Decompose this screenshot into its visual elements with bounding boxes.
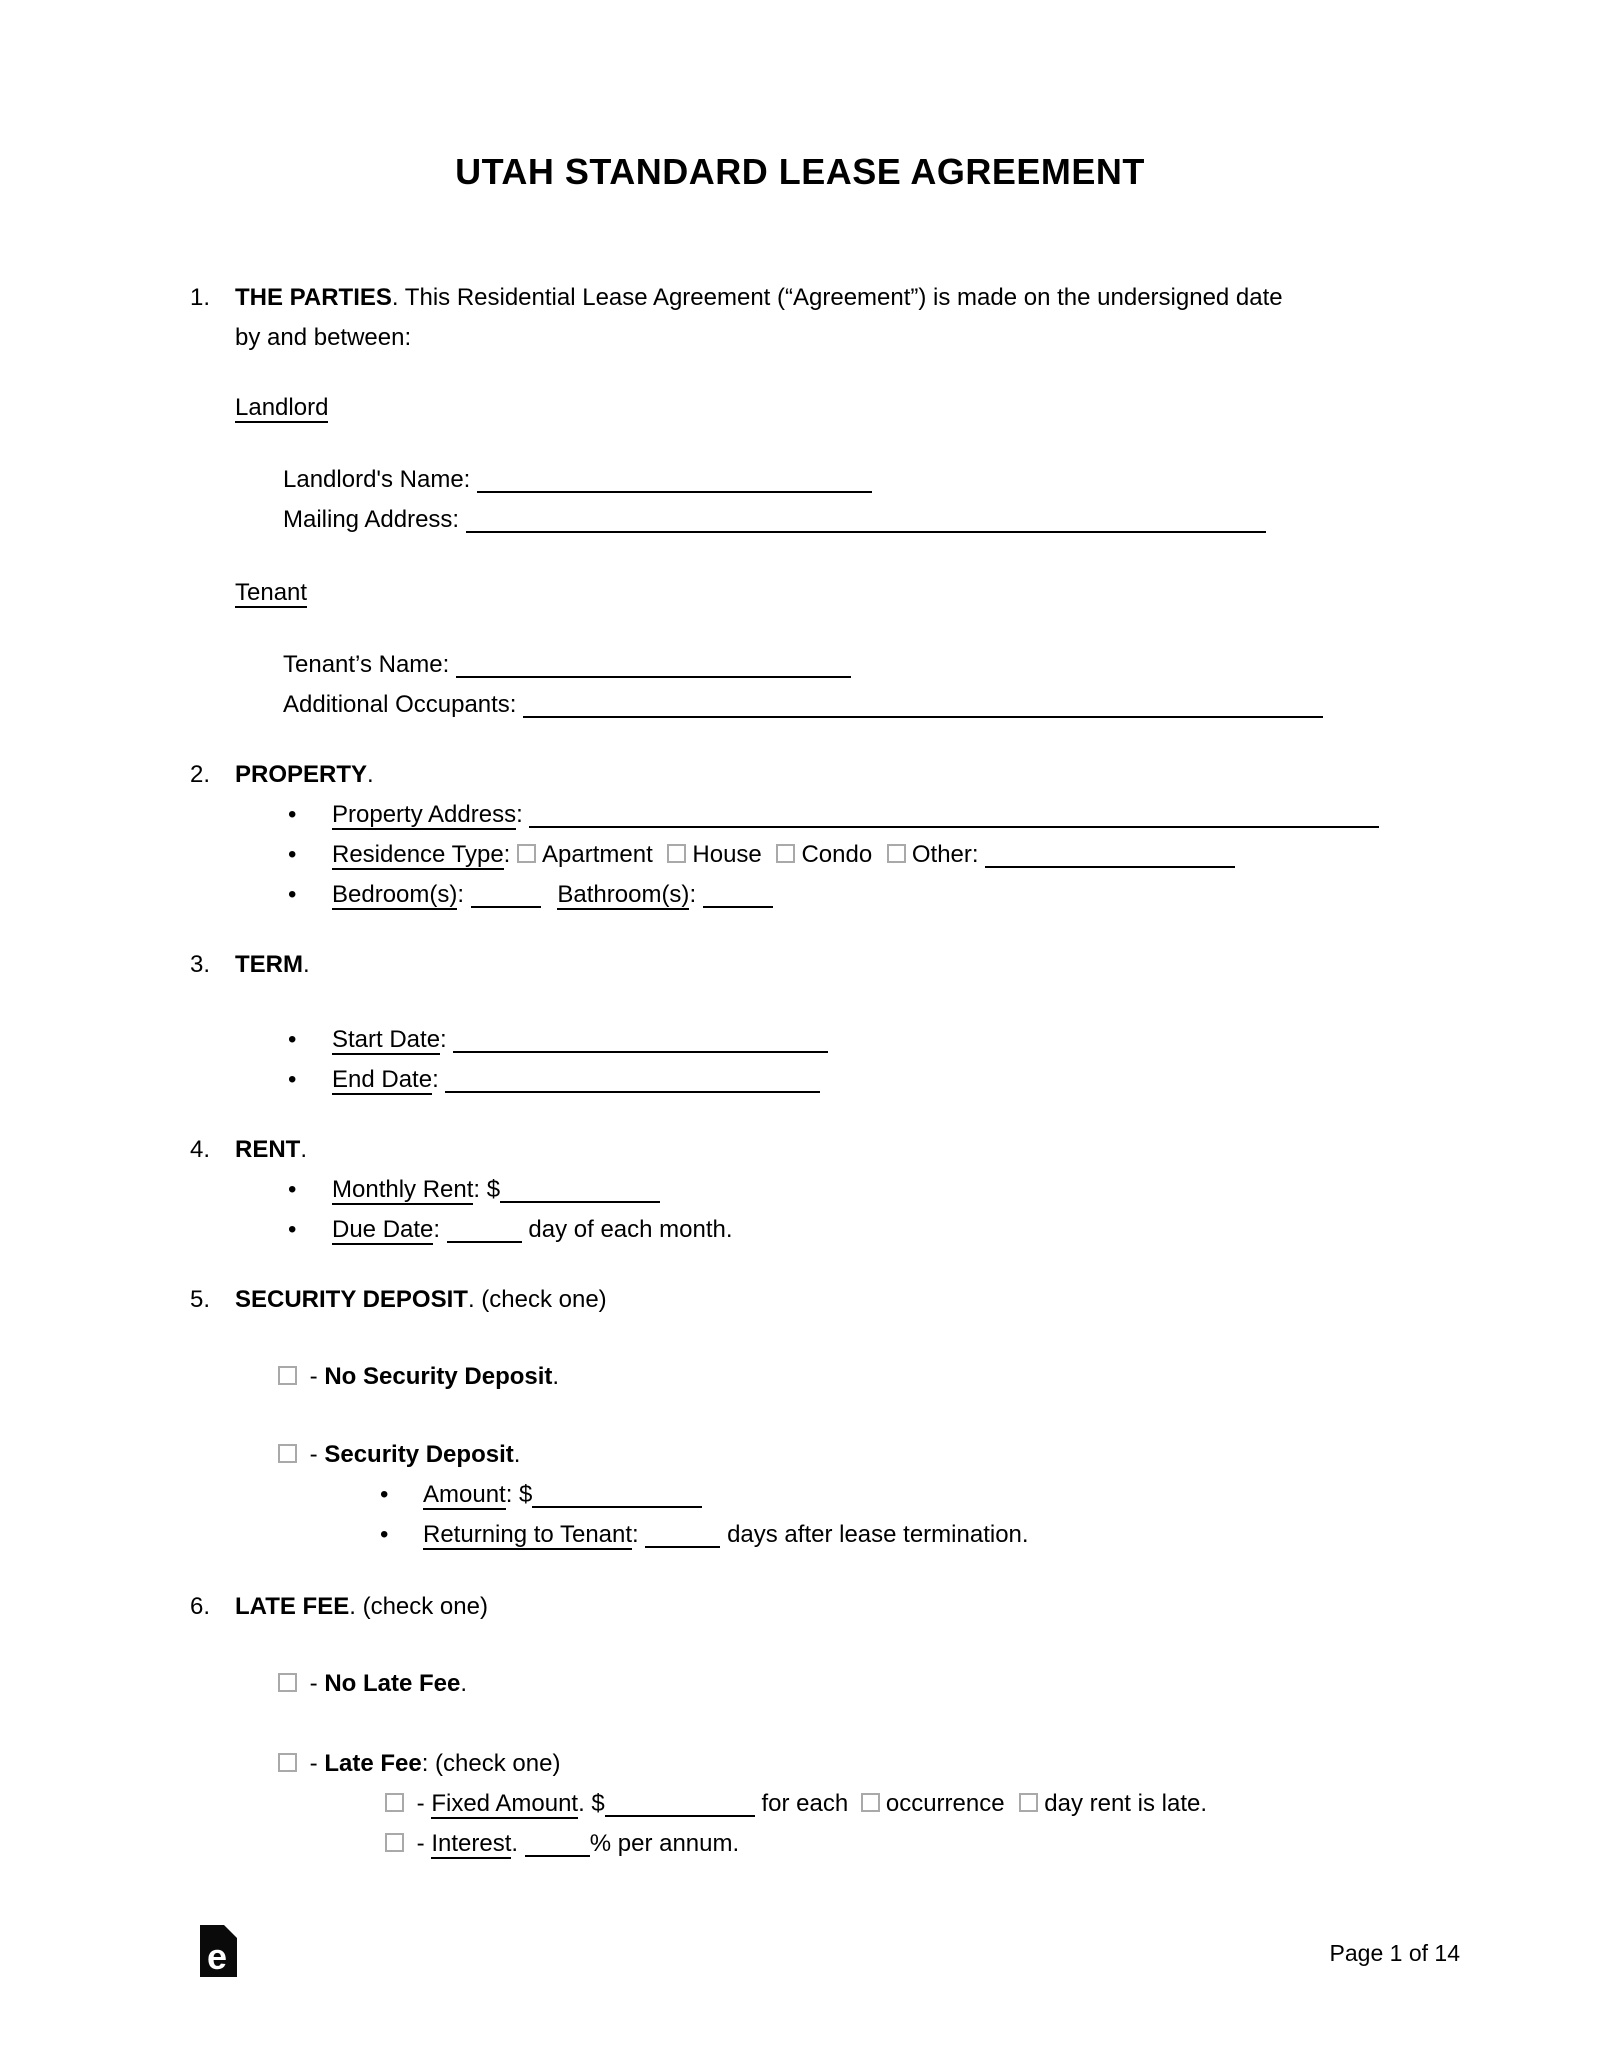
apartment-label: Apartment: [542, 841, 653, 868]
other-blank[interactable]: [985, 842, 1235, 868]
interest-option: - Interest. % per annum.: [190, 1824, 1450, 1864]
no-security-deposit-option: - No Security Deposit.: [190, 1357, 1450, 1397]
interest-rate-blank[interactable]: [525, 1831, 590, 1857]
additional-occupants-label: Additional Occupants:: [283, 691, 517, 718]
residence-type-line: • Residence Type: Apartment House Condo Other:: [190, 835, 1450, 875]
checkbox-day-rent-late[interactable]: [1019, 1793, 1038, 1812]
bullet-icon: •: [288, 1026, 297, 1053]
returning-days-blank[interactable]: [645, 1522, 720, 1548]
occurrence-label: occurrence: [885, 1790, 1005, 1817]
fixed-amount-blank[interactable]: [605, 1791, 755, 1817]
tenant-fields: [190, 645, 1450, 725]
page-number: Page 1 of 14: [1329, 1940, 1460, 1966]
bullet-icon: •: [288, 841, 297, 868]
checkbox-interest[interactable]: [385, 1833, 404, 1852]
bathrooms-blank[interactable]: [703, 882, 773, 908]
section-parties-body: . This Residential Lease Agreement (“Agreement”) is made on the undersigned date by and between:: [235, 284, 1283, 351]
section-property: 2. PROPERTY.: [190, 755, 1450, 795]
landlord-name-label: Landlord's Name:: [283, 466, 471, 493]
section-number: 6.: [190, 1593, 211, 1620]
returning-to-tenant-label: Returning to Tenant: [423, 1521, 633, 1548]
section-late-fee-heading: LATE FEE: [235, 1593, 350, 1620]
section-number: 3.: [190, 951, 211, 978]
late-fee-rest: : (check one): [421, 1750, 561, 1777]
due-date-suffix: day of each month.: [528, 1216, 733, 1243]
no-late-fee-option: - No Late Fee.: [190, 1664, 1450, 1704]
bullet-icon: •: [288, 1176, 297, 1203]
deposit-amount-line: • Amount: $: [190, 1475, 1450, 1515]
property-address-label: Property Address: [332, 801, 517, 828]
section-security-deposit-heading: SECURITY DEPOSIT: [235, 1286, 468, 1313]
section-parties-heading: THE PARTIES: [235, 284, 392, 311]
eforms-logo-icon: [200, 1925, 237, 1977]
checkbox-late-fee[interactable]: [278, 1753, 297, 1772]
section-late-fee: 6. LATE FEE. (check one): [190, 1587, 1450, 1627]
bullet-icon: •: [380, 1481, 389, 1508]
checkbox-condo[interactable]: [776, 844, 795, 863]
fixed-amount-mid: for each: [761, 1790, 849, 1817]
no-security-deposit-label: No Security Deposit: [324, 1363, 553, 1390]
checkbox-other[interactable]: [887, 844, 906, 863]
section-property-heading: PROPERTY: [235, 761, 368, 788]
due-date-label: Due Date: [332, 1216, 434, 1243]
bullet-icon: •: [288, 1066, 297, 1093]
end-date-blank[interactable]: [445, 1067, 820, 1093]
mailing-address-blank[interactable]: [466, 507, 1266, 533]
monthly-rent-line: • Monthly Rent: $: [190, 1170, 1450, 1210]
section-rent-heading: RENT: [235, 1136, 301, 1163]
bathrooms-label: Bathroom(s): [557, 881, 690, 908]
landlord-subheading: Landlord: [235, 394, 329, 421]
tenant-name-blank[interactable]: [456, 652, 851, 678]
section-number: 5.: [190, 1286, 211, 1313]
property-address-line: • Property Address:: [190, 795, 1450, 835]
day-rent-late-label: day rent is late.: [1044, 1790, 1207, 1817]
bedrooms-blank[interactable]: [471, 882, 541, 908]
mailing-address-label: Mailing Address:: [283, 506, 460, 533]
bullet-icon: •: [288, 1216, 297, 1243]
tenant-name-label: Tenant’s Name:: [283, 651, 450, 678]
additional-occupants-line: [283, 685, 1450, 725]
document-title: UTAH STANDARD LEASE AGREEMENT: [455, 151, 1145, 192]
checkbox-security-deposit[interactable]: [278, 1444, 297, 1463]
start-date-blank[interactable]: [453, 1027, 828, 1053]
late-fee-label: Late Fee: [324, 1750, 422, 1777]
checkbox-fixed-amount[interactable]: [385, 1793, 404, 1812]
section-security-deposit: 5. SECURITY DEPOSIT. (check one): [190, 1280, 1450, 1320]
checkbox-house[interactable]: [667, 844, 686, 863]
section-rent: 4. RENT.: [190, 1130, 1450, 1170]
monthly-rent-blank[interactable]: [500, 1177, 660, 1203]
house-label: House: [692, 841, 762, 868]
bullet-icon: •: [288, 881, 297, 908]
section-parties: [190, 278, 1450, 358]
end-date-line: • End Date:: [190, 1060, 1450, 1100]
section-number: 4.: [190, 1136, 211, 1163]
bedrooms-label: Bedroom(s): [332, 881, 458, 908]
section-number: 1.: [190, 284, 211, 311]
returning-to-tenant-line: • Returning to Tenant: days after lease termination.: [190, 1515, 1450, 1555]
start-date-label: Start Date: [332, 1026, 441, 1053]
bullet-icon: •: [380, 1521, 389, 1548]
returning-suffix: days after lease termination.: [727, 1521, 1029, 1548]
tenant-subheading: Tenant: [235, 579, 308, 606]
no-late-fee-label: No Late Fee: [324, 1670, 461, 1697]
checkbox-occurrence[interactable]: [861, 1793, 880, 1812]
due-date-blank[interactable]: [447, 1217, 522, 1243]
interest-label: Interest: [431, 1830, 512, 1857]
bullet-icon: •: [288, 801, 297, 828]
checkbox-apartment[interactable]: [517, 844, 536, 863]
landlord-name-blank[interactable]: [477, 467, 872, 493]
checkbox-no-security-deposit[interactable]: [278, 1366, 297, 1385]
mailing-address-line: [283, 500, 1450, 540]
late-fee-option: - Late Fee: (check one): [190, 1744, 1450, 1784]
due-date-line: • Due Date: day of each month.: [190, 1210, 1450, 1250]
fixed-amount-label: Fixed Amount: [431, 1790, 579, 1817]
bedrooms-bathrooms-line: • Bedroom(s): Bathroom(s):: [190, 875, 1450, 915]
section-term: 3. TERM.: [190, 945, 1450, 985]
deposit-amount-blank[interactable]: [532, 1482, 702, 1508]
security-deposit-label: Security Deposit: [324, 1441, 514, 1468]
residence-type-label: Residence Type: [332, 841, 504, 868]
other-label: Other:: [911, 841, 979, 868]
section-number: 2.: [190, 761, 211, 788]
start-date-line: • Start Date:: [190, 1020, 1450, 1060]
additional-occupants-blank[interactable]: [523, 692, 1323, 718]
eforms-logo-letter: e: [206, 1936, 228, 1977]
landlord-fields: [190, 460, 1450, 540]
fixed-amount-option: - Fixed Amount. $ for each occurrence day rent is late.: [190, 1784, 1450, 1824]
deposit-amount-label: Amount: [423, 1481, 506, 1508]
document-body: [0, 278, 1600, 1864]
section-parties-text: [235, 278, 1305, 358]
landlord-name-line: [283, 460, 1450, 500]
condo-label: Condo: [801, 841, 873, 868]
section-term-heading: TERM: [235, 951, 303, 978]
property-address-blank[interactable]: [529, 802, 1379, 828]
checkbox-no-late-fee[interactable]: [278, 1673, 297, 1692]
monthly-rent-label: Monthly Rent: [332, 1176, 474, 1203]
interest-suffix: % per annum.: [589, 1830, 740, 1857]
security-deposit-option: - Security Deposit.: [190, 1435, 1450, 1475]
end-date-label: End Date: [332, 1066, 433, 1093]
tenant-name-line: [283, 645, 1450, 685]
